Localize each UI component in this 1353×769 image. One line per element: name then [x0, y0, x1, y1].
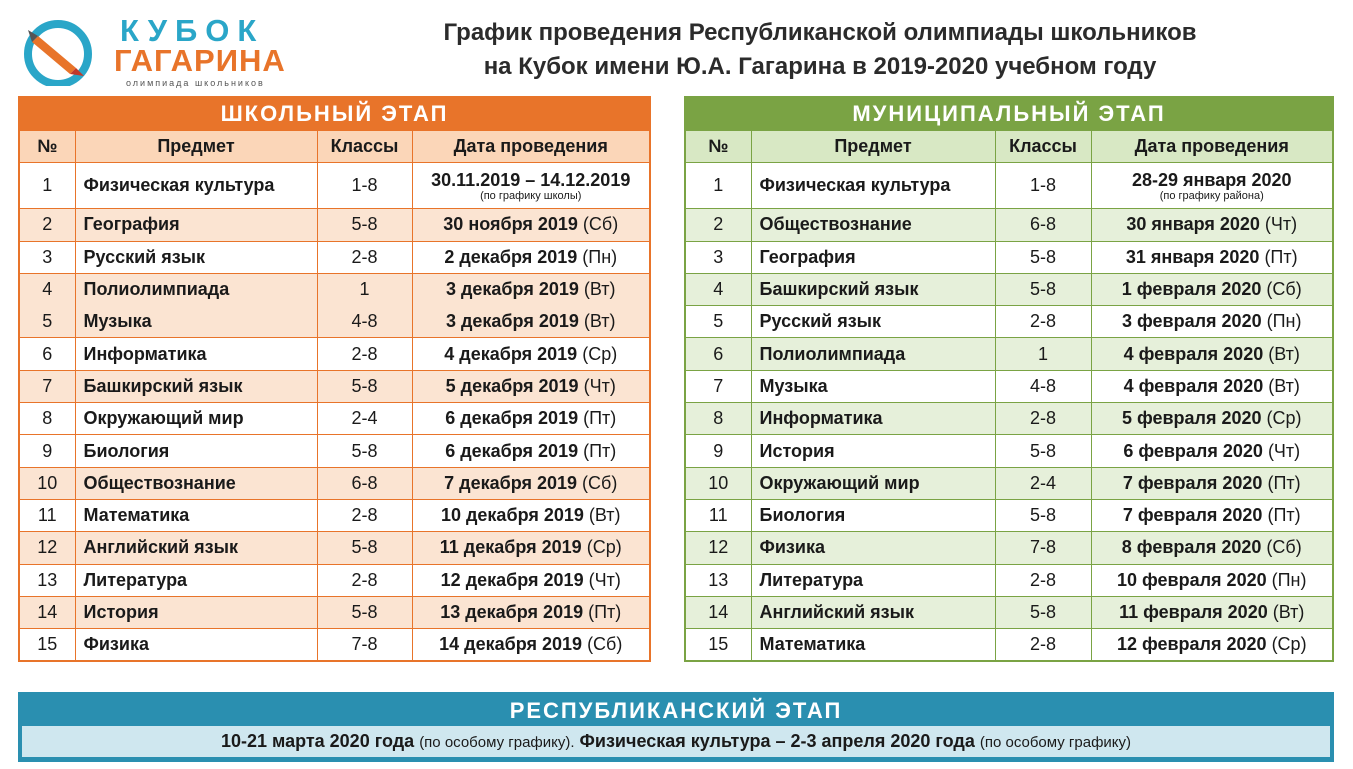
row-date — [1091, 209, 1333, 241]
row-subject: Английский язык — [751, 596, 995, 628]
row-subject: Башкирский язык — [75, 370, 317, 402]
row-weekday: (Ср) — [582, 343, 618, 364]
row-date-value: 10 декабря 2019 — [440, 505, 584, 526]
row-subject: История — [75, 596, 317, 628]
republican-dates: 10-21 марта 2020 года — [220, 731, 415, 751]
table-row — [19, 338, 650, 370]
row-weekday: (Сб) — [582, 214, 619, 235]
table-row — [19, 241, 650, 273]
table-row — [19, 467, 650, 499]
row-number: 2 — [19, 209, 75, 241]
row-date-value: 4 февраля 2020 — [1123, 375, 1264, 396]
row-weekday: (Пт) — [1264, 246, 1298, 267]
row-date — [412, 467, 650, 499]
row-subject: Русский язык — [75, 241, 317, 273]
table-row — [685, 564, 1333, 596]
table-row — [19, 629, 650, 661]
row-number: 2 — [685, 209, 751, 241]
title-line-2: на Кубок имени Ю.А. Гагарина в 2019-2020 учебном году — [483, 53, 1157, 80]
row-date — [412, 499, 650, 531]
row-subject: Полиолимпиада — [75, 273, 317, 305]
row-number: 3 — [685, 241, 751, 273]
row-date — [412, 532, 650, 564]
row-date-value: 5 февраля 2020 — [1121, 408, 1262, 429]
row-subject: Музыка — [75, 306, 317, 338]
column-header-subject: Предмет — [75, 131, 317, 163]
row-date — [412, 596, 650, 628]
row-weekday: (Ср) — [1266, 408, 1302, 429]
logo-text-kubok: КУБОК — [120, 13, 265, 48]
row-number: 12 — [19, 532, 75, 564]
row-date-value: 6 февраля 2020 — [1123, 440, 1263, 461]
row-date — [1091, 629, 1333, 661]
republican-dates-note: (по особому графику). — [419, 734, 575, 751]
row-date-value: 31 января 2020 — [1125, 246, 1260, 267]
row-date-value: 7 февраля 2020 — [1122, 472, 1263, 493]
row-date — [412, 163, 650, 209]
row-weekday: (Пт) — [583, 440, 617, 461]
row-grades: 6-8 — [317, 467, 412, 499]
row-date — [412, 629, 650, 661]
table-row — [685, 629, 1333, 661]
table-row — [19, 596, 650, 628]
row-date — [412, 273, 650, 305]
row-date — [1091, 273, 1333, 305]
table-row — [685, 370, 1333, 402]
row-date — [412, 306, 650, 338]
column-header-number: № — [19, 131, 75, 163]
row-grades: 5-8 — [317, 370, 412, 402]
row-grades: 5-8 — [995, 435, 1091, 467]
row-grades: 4-8 — [317, 306, 412, 338]
row-grades: 5-8 — [995, 241, 1091, 273]
row-subject: Башкирский язык — [751, 273, 995, 305]
row-grades: 5-8 — [995, 273, 1091, 305]
row-grades: 2-8 — [995, 403, 1091, 435]
row-date-value: 4 декабря 2019 — [444, 343, 578, 364]
row-subject: География — [751, 241, 995, 273]
row-date — [412, 564, 650, 596]
row-date — [1091, 338, 1333, 370]
row-grades: 5-8 — [995, 596, 1091, 628]
row-grades: 2-8 — [317, 564, 412, 596]
row-date-note: (по графику школы) — [480, 189, 582, 202]
row-number: 11 — [19, 499, 75, 531]
municipal-stage-heading: МУНИЦИПАЛЬНЫЙ ЭТАП — [684, 96, 1334, 130]
row-date — [1091, 499, 1333, 531]
row-weekday: (Чт) — [583, 375, 616, 396]
logo-subtitle: олимпиада школьников — [126, 78, 265, 88]
republican-stage-details — [22, 726, 1330, 757]
row-grades: 1-8 — [995, 163, 1091, 209]
school-stage-panel — [18, 96, 651, 662]
school-stage-table — [18, 130, 651, 662]
row-number: 13 — [19, 564, 75, 596]
row-weekday: (Чт) — [1267, 440, 1301, 461]
row-date-value: 3 декабря 2019 — [445, 279, 579, 300]
row-date — [412, 370, 650, 402]
row-grades: 5-8 — [317, 532, 412, 564]
row-weekday: (Ср) — [1271, 634, 1307, 655]
row-date-note: (по графику района) — [1159, 189, 1264, 202]
row-subject: Обществознание — [75, 467, 317, 499]
table-row — [19, 273, 650, 305]
row-number: 9 — [685, 435, 751, 467]
republican-stage-heading: РЕСПУБЛИКАНСКИЙ ЭТАП — [509, 698, 843, 723]
row-weekday: (Пт) — [1267, 505, 1301, 526]
row-number: 12 — [685, 532, 751, 564]
row-grades: 1 — [995, 338, 1091, 370]
row-grades: 2-8 — [317, 241, 412, 273]
row-date-value: 8 февраля 2020 — [1121, 537, 1262, 558]
table-row — [19, 370, 650, 402]
row-date-value: 4 февраля 2020 — [1123, 343, 1264, 364]
row-number: 10 — [19, 467, 75, 499]
row-date — [1091, 532, 1333, 564]
row-grades: 4-8 — [995, 370, 1091, 402]
row-subject: Литература — [751, 564, 995, 596]
row-date-value: 13 декабря 2019 — [440, 602, 584, 622]
row-weekday: (Пт) — [1267, 472, 1301, 493]
row-subject: Окружающий мир — [75, 403, 317, 435]
row-subject: Физика — [75, 629, 317, 661]
column-header-date: Дата проведения — [412, 131, 650, 163]
row-date-value: 3 декабря 2019 — [445, 311, 579, 332]
row-number: 15 — [685, 629, 751, 661]
row-date-value: 11 декабря 2019 — [439, 537, 582, 558]
row-subject: Литература — [75, 564, 317, 596]
row-number: 7 — [685, 370, 751, 402]
table-row — [685, 403, 1333, 435]
row-date-value: 2 декабря 2019 — [444, 246, 578, 267]
table-row — [19, 306, 650, 338]
row-subject: Музыка — [751, 370, 995, 402]
table-row — [685, 435, 1333, 467]
row-grades: 2-8 — [995, 306, 1091, 338]
row-subject: Информатика — [751, 403, 995, 435]
row-date — [412, 338, 650, 370]
row-date-value: 12 декабря 2019 — [440, 569, 584, 590]
row-date-value: 11 февраля 2020 — [1119, 602, 1268, 622]
row-date — [1091, 163, 1333, 209]
row-number: 4 — [19, 273, 75, 305]
row-date-value: 7 февраля 2020 — [1122, 505, 1263, 526]
row-date — [1091, 435, 1333, 467]
row-subject: Обществознание — [751, 209, 995, 241]
row-subject: Физическая культура — [75, 163, 317, 209]
row-date-value: 5 декабря 2019 — [445, 375, 579, 396]
row-date-value: 14 декабря 2019 — [439, 634, 583, 655]
row-date-value: 30.11.2019 – 14.12.2019 — [431, 169, 631, 190]
row-weekday: (Вт) — [1268, 375, 1300, 396]
table-row — [685, 596, 1333, 628]
row-number: 14 — [685, 596, 751, 628]
row-weekday: (Вт) — [1272, 602, 1305, 622]
column-header-grades: Классы — [317, 131, 412, 163]
row-date-value: 30 января 2020 — [1126, 214, 1260, 235]
row-number: 1 — [685, 163, 751, 209]
row-number: 14 — [19, 596, 75, 628]
row-date-value: 10 февраля 2020 — [1117, 569, 1267, 590]
row-date — [1091, 596, 1333, 628]
row-weekday: (Пт) — [588, 602, 622, 622]
row-subject: История — [751, 435, 995, 467]
table-row — [685, 163, 1333, 209]
row-date-value: 3 февраля 2020 — [1122, 311, 1262, 332]
row-number: 9 — [19, 435, 75, 467]
row-subject: Полиолимпиада — [751, 338, 995, 370]
row-weekday: (Ср) — [586, 537, 622, 558]
row-subject: География — [75, 209, 317, 241]
row-grades: 5-8 — [317, 596, 412, 628]
row-subject: Английский язык — [75, 532, 317, 564]
row-weekday: (Сб) — [1266, 537, 1302, 558]
table-row — [19, 499, 650, 531]
row-weekday: (Сб) — [587, 634, 623, 655]
rocket-logo-icon — [20, 16, 102, 86]
row-weekday: (Чт) — [1264, 214, 1298, 235]
row-number: 10 — [685, 467, 751, 499]
row-grades: 7-8 — [317, 629, 412, 661]
row-grades: 5-8 — [995, 499, 1091, 531]
row-number: 3 — [19, 241, 75, 273]
row-date-value: 6 декабря 2019 — [445, 440, 579, 461]
row-subject: Биология — [75, 435, 317, 467]
row-number: 8 — [685, 403, 751, 435]
row-grades: 1 — [317, 273, 412, 305]
row-date — [412, 241, 650, 273]
logo-text-gagarina: ГАГАРИНА — [114, 43, 286, 78]
column-header-number: № — [685, 131, 751, 163]
row-subject: Физическая культура — [751, 163, 995, 209]
row-weekday: (Сб) — [1266, 279, 1302, 300]
municipal-stage-table — [684, 130, 1334, 662]
row-date-value: 28-29 января 2020 — [1131, 169, 1292, 190]
row-weekday: (Чт) — [588, 569, 621, 590]
row-grades: 2-4 — [317, 403, 412, 435]
row-grades: 7-8 — [995, 532, 1091, 564]
row-grades: 2-8 — [995, 564, 1091, 596]
page-title — [330, 16, 1310, 84]
row-weekday: (Вт) — [583, 279, 616, 300]
republican-stage-panel — [18, 692, 1334, 762]
title-line-1: График проведения Республиканской олимпиады школьников — [443, 19, 1197, 46]
table-row — [685, 273, 1333, 305]
row-date-value: 12 февраля 2020 — [1116, 634, 1267, 655]
table-row — [685, 532, 1333, 564]
table-row — [685, 209, 1333, 241]
row-date-value: 7 декабря 2019 — [444, 472, 578, 493]
row-weekday: (Сб) — [582, 472, 618, 493]
row-date — [1091, 403, 1333, 435]
row-date-value: 6 декабря 2019 — [445, 408, 579, 429]
row-number: 4 — [685, 273, 751, 305]
municipal-stage-panel — [684, 96, 1334, 662]
row-date — [412, 209, 650, 241]
row-date-value: 30 ноября 2019 — [443, 214, 578, 235]
row-date — [412, 403, 650, 435]
table-row — [685, 338, 1333, 370]
republican-pe-note: (по особому графику) — [979, 734, 1132, 751]
table-row — [685, 306, 1333, 338]
row-weekday: (Вт) — [588, 505, 621, 526]
row-date — [412, 435, 650, 467]
row-grades: 2-8 — [317, 338, 412, 370]
column-header-subject: Предмет — [751, 131, 995, 163]
row-number: 7 — [19, 370, 75, 402]
row-subject: Математика — [751, 629, 995, 661]
row-weekday: (Пн) — [582, 246, 618, 267]
table-row — [19, 209, 650, 241]
table-row — [19, 564, 650, 596]
row-grades: 1-8 — [317, 163, 412, 209]
school-stage-heading: ШКОЛЬНЫЙ ЭТАП — [18, 96, 651, 130]
row-number: 15 — [19, 629, 75, 661]
column-header-grades: Классы — [995, 131, 1091, 163]
row-number: 1 — [19, 163, 75, 209]
row-subject: Физика — [751, 532, 995, 564]
row-grades: 2-4 — [995, 467, 1091, 499]
row-subject: Математика — [75, 499, 317, 531]
row-weekday: (Пн) — [1271, 569, 1307, 590]
column-header-date: Дата проведения — [1091, 131, 1333, 163]
row-weekday: (Вт) — [1268, 343, 1300, 364]
row-number: 5 — [19, 306, 75, 338]
row-date-value: 1 февраля 2020 — [1121, 279, 1262, 300]
row-date — [1091, 370, 1333, 402]
republican-pe-dates: Физическая культура – 2-3 апреля 2020 года — [579, 731, 975, 751]
table-row — [685, 467, 1333, 499]
row-grades: 5-8 — [317, 435, 412, 467]
row-weekday: (Пт) — [583, 408, 617, 429]
row-date — [1091, 564, 1333, 596]
row-date — [1091, 241, 1333, 273]
row-date — [1091, 306, 1333, 338]
logo — [14, 8, 294, 88]
row-grades: 2-8 — [317, 499, 412, 531]
row-grades: 2-8 — [995, 629, 1091, 661]
row-weekday: (Вт) — [583, 311, 616, 332]
table-row — [19, 163, 650, 209]
table-header-row — [685, 131, 1333, 163]
row-subject: Окружающий мир — [751, 467, 995, 499]
row-subject: Информатика — [75, 338, 317, 370]
table-row — [19, 532, 650, 564]
row-subject: Русский язык — [751, 306, 995, 338]
row-number: 6 — [19, 338, 75, 370]
table-header-row — [19, 131, 650, 163]
row-number: 13 — [685, 564, 751, 596]
table-row — [19, 403, 650, 435]
row-number: 8 — [19, 403, 75, 435]
row-grades: 6-8 — [995, 209, 1091, 241]
row-grades: 5-8 — [317, 209, 412, 241]
row-weekday: (Пн) — [1266, 311, 1302, 332]
table-row — [19, 435, 650, 467]
row-number: 6 — [685, 338, 751, 370]
row-subject: Биология — [751, 499, 995, 531]
row-number: 11 — [685, 499, 751, 531]
row-number: 5 — [685, 306, 751, 338]
table-row — [685, 499, 1333, 531]
row-date — [1091, 467, 1333, 499]
table-row — [685, 241, 1333, 273]
